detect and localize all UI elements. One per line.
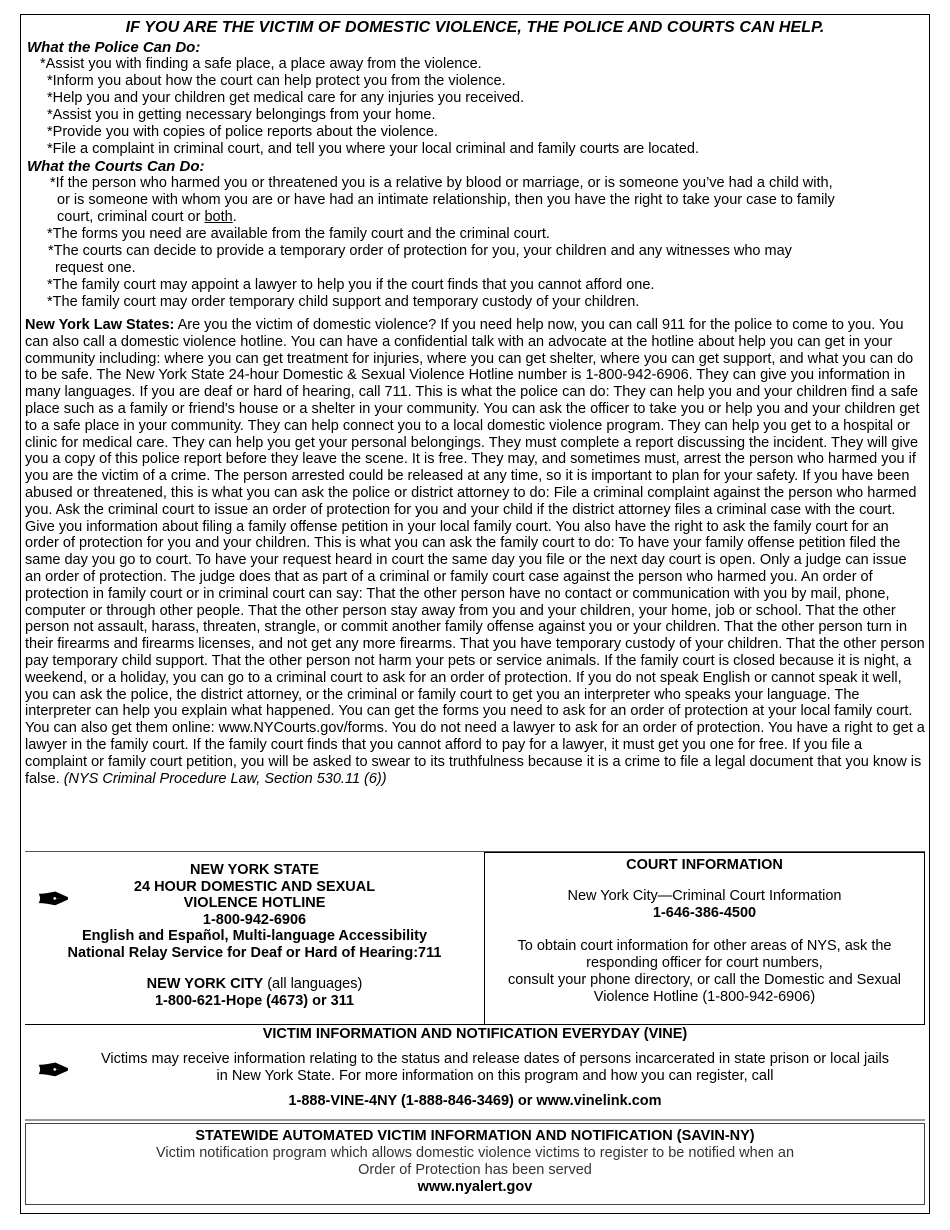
courts-list	[21, 175, 841, 311]
savin-url: www.nyalert.gov	[417, 1179, 533, 1195]
police-item: *File a complaint in criminal court, and tell you where your local criminal and family courts are located.	[47, 141, 699, 157]
law-body: Are you the victim of domestic violence? If you need help now, you can call 911 for the police to come to you. You can also call a domestic violence hotline. You can have a confidential talk with an advocate at the hotline about help you can get in your community including: where you can get treatment for injuries, where you can get shelter, where you can get support, and what you can do to be safe. The New York State 24-hour Domestic & Sexual Violence Hotline number is 1-800-942-6906. They can give you information in many languages. If you are deaf or hard of hearing, call 711. This is what the police can do: They can help you and your children find a safe place such as a family or friend's house or a shelter in your community. You can ask the officer to take you or help you and your children get to a safe place in your community. They can help connect you to a local domestic violence program. They can help you get to a hospital or clinic for medical care. They can help you get your personal belongings. They must complete a report discussing the incident. They will give you a copy of this police report before they leave the scene. It is free. They may, and sometimes must, arrest the person who harmed you if you are the victim of a crime. The person arrested could be released at any time, so it is important to plan for your safety. If you have been abused or threatened, this is what you can ask the police or district attorney to do: File a criminal complaint against the person who harmed you. Ask the criminal court to issue an order of protection for you and your child if the district attorney files a criminal case with the court. Give you information about filing a family offense petition in your local family court. You also have the right to ask the family court for an order of protection for you and your children. This is what you can ask the family court to do: To have your family offense petition filed the same day you go to court. To have your request heard in court the same day you file or the next day court is open. Only a judge can issue an order of protection. The judge does that as part of a criminal or family court case against the person who harmed you. An order of protection in family court or in criminal court can say: That the other person have no contact or communication with you by mail, phone, computer or through other people. That the other person stay away from you and your children, your home, job or school. That the other person not assault, harass, threaten, strangle, or commit another family offense against you or your children. That the other person turn in their firearms and firearms licenses, and not get any more firearms. That you have temporary custody of your children. That the other person pay temporary child support. That the other person not harm your pets or service animals. If the family court is closed because it is night, a weekend, or a holiday, you can go to a criminal court to ask for an order of protection. If you do not speak English or cannot speak it well, you can ask the police, the district attorney, or the criminal or family court to get you an interpreter who speaks your language. The interpreter can help you explain what happened. You can get the forms you need to ask for an order of protection at your local family court. You can also get them online: www.NYCourts.gov/forms. You do not need a lawyer to ask for an order of protection. You have a right to get a lawyer in the family court. If the family court finds that you cannot afford to pay for a lawyer, it must get you one for free. If you file a complaint or family court petition, you will be asked to swear to its truthfulness because it is a crime to file a legal document that you know is false.	[25, 317, 925, 787]
hotline-languages: English and Español, Multi-language Accessibility	[81, 928, 428, 944]
law-citation: (NYS Criminal Procedure Law, Section 530.11 (6))	[63, 770, 387, 787]
police-item: *Inform you about how the court can help protect you from the violence.	[47, 73, 506, 89]
savin-heading: STATEWIDE AUTOMATED VICTIM INFORMATION AND NOTIFICATION (SAVIN-NY)	[195, 1128, 755, 1144]
nyc-line	[25, 976, 484, 993]
courts-item: *The family court may order temporary child support and temporary custody of your children.	[47, 294, 640, 310]
vine-contact: 1-888-VINE-4NY (1-888-846-3469) or www.vinelink.com	[288, 1093, 662, 1109]
court-info-other: To obtain court information for other areas of NYS, ask the responding officer for court numbers,	[517, 938, 892, 971]
police-item: *Provide you with copies of police reports about the violence.	[47, 124, 438, 140]
courts-heading: What the Courts Can Do:	[27, 158, 205, 175]
nyc-label: NEW YORK CITY	[146, 976, 264, 992]
hotline-line1: NEW YORK STATE	[190, 862, 319, 878]
nyc-note: (all languages)	[263, 976, 363, 992]
courts-item: *The forms you need are available from the family court and the criminal court.	[47, 226, 550, 242]
both-underlined: both	[204, 209, 233, 225]
vine-body: Victims may receive information relating to the status and release dates of persons incarcerated in state prison or local jails in New York State. For more information on this program and how you can register, call	[101, 1051, 889, 1084]
police-item: *Assist you in getting necessary belongings from your home.	[47, 107, 436, 123]
court-info-heading: COURT INFORMATION	[626, 857, 783, 873]
police-list	[21, 56, 929, 158]
page-title: IF YOU ARE THE VICTIM OF DOMESTIC VIOLENCE, THE POLICE AND COURTS CAN HELP.	[125, 19, 825, 36]
savin-line2: Order of Protection has been served	[358, 1162, 592, 1178]
courts-item: *The family court may appoint a lawyer to help you if the court finds that you cannot afford one.	[47, 277, 655, 293]
court-info-box	[484, 852, 925, 1024]
hotline-relay: National Relay Service for Deaf or Hard of Hearing:711	[67, 944, 442, 961]
contact-boxes	[25, 851, 925, 1205]
ny-law-paragraph	[25, 317, 925, 787]
phone-icon: ✒	[37, 878, 71, 922]
police-item: *Assist you with finding a safe place, a place away from the violence.	[40, 56, 482, 72]
hotline-row	[25, 851, 925, 1025]
court-info-other2: consult your phone directory, or call the Domestic and Sexual Violence Hotline (1-800-942-6906)	[507, 972, 902, 1005]
police-item: *Help you and your children get medical care for any injuries you received.	[47, 90, 525, 106]
courts-item-text: *If the person who harmed you or threatened you is a relative by blood or marriage, or is someone you’ve had a child with, or is someone with whom you are or have had an intimate relationship, then you have the right to take your case to family court, criminal court or	[50, 175, 835, 225]
courts-item	[21, 175, 841, 226]
vine-box	[25, 1025, 925, 1121]
vine-heading: VICTIM INFORMATION AND NOTIFICATION EVERYDAY (VINE)	[262, 1026, 688, 1042]
hotline-number: 1-800-942-6906	[202, 911, 307, 928]
hotline-line2: 24 HOUR DOMESTIC AND SEXUAL	[133, 878, 376, 895]
courts-item-end: .	[232, 209, 237, 225]
law-lead: New York Law States:	[25, 317, 175, 333]
police-heading: What the Police Can Do:	[27, 39, 201, 56]
nyc-court-label: New York City—Criminal Court Information	[567, 888, 842, 904]
savin-box	[25, 1123, 925, 1205]
savin-line1: Victim notification program which allows domestic violence victims to register to be notified when an	[155, 1145, 795, 1161]
courts-item: *The courts can decide to provide a temporary order of protection for you, your children and any witnesses who may request one.	[48, 243, 792, 276]
hotline-box	[25, 852, 484, 1024]
nyc-number: 1-800-621-Hope (4673) or 311	[154, 992, 355, 1009]
nyc-court-number: 1-646-386-4500	[652, 905, 757, 921]
hotline-line3: VIOLENCE HOTLINE	[183, 895, 326, 911]
notice-page	[20, 14, 930, 1214]
phone-icon: ✒	[37, 1049, 71, 1093]
